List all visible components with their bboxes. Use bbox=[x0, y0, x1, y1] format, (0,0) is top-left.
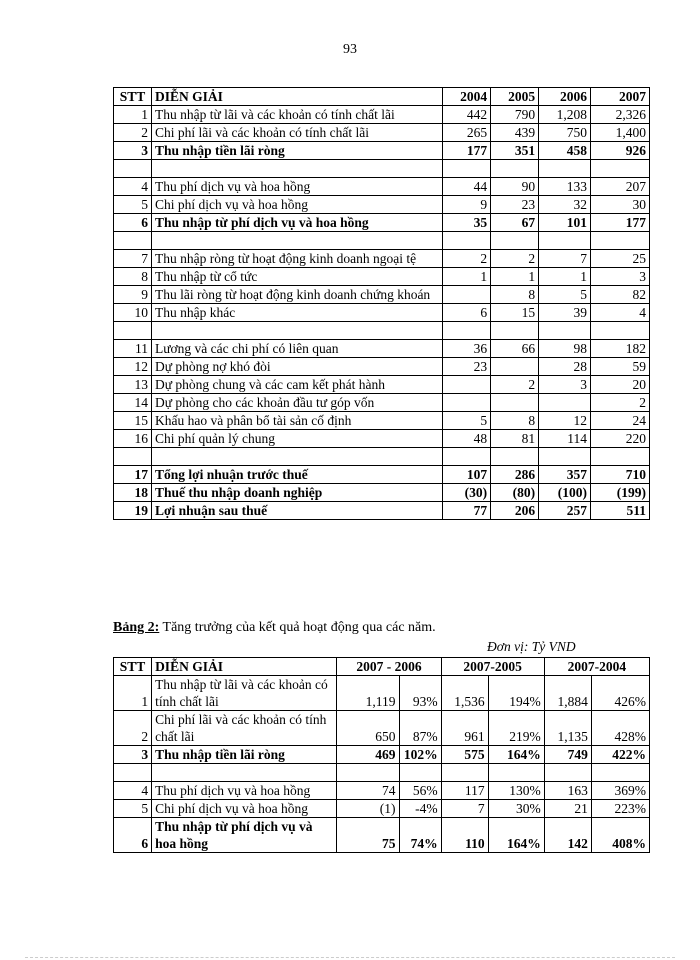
empty-cell bbox=[491, 232, 539, 250]
row-number: 9 bbox=[114, 286, 152, 304]
row-description: Chi phí dịch vụ và hoa hồng bbox=[152, 800, 337, 818]
value-cell: 422% bbox=[591, 746, 649, 764]
value-cell: 102% bbox=[399, 746, 441, 764]
empty-cell bbox=[544, 764, 591, 782]
row-description: Thu nhập khác bbox=[151, 304, 442, 322]
value-cell: 1,536 bbox=[441, 676, 488, 711]
row-description: Chi phí quản lý chung bbox=[151, 430, 442, 448]
value-cell: 28 bbox=[539, 358, 591, 376]
empty-cell bbox=[443, 448, 491, 466]
value-cell: 90 bbox=[491, 178, 539, 196]
empty-cell bbox=[443, 232, 491, 250]
row-description: Chi phí lãi và các khoản có tính chất lãi bbox=[151, 124, 442, 142]
row-description: Chi phí lãi và các khoản có tính chất lãi bbox=[152, 711, 337, 746]
table-row bbox=[114, 746, 650, 764]
value-cell: 35 bbox=[443, 214, 491, 232]
empty-cell bbox=[151, 160, 442, 178]
table-row bbox=[114, 466, 650, 484]
value-cell: (1) bbox=[337, 800, 399, 818]
row-description: Thu nhập ròng từ hoạt động kinh doanh ngoại tệ bbox=[151, 250, 442, 268]
empty-cell bbox=[591, 764, 649, 782]
value-cell: 257 bbox=[539, 502, 591, 520]
value-cell: 7 bbox=[441, 800, 488, 818]
value-cell: 5 bbox=[539, 286, 591, 304]
row-number: 1 bbox=[114, 106, 152, 124]
value-cell: 369% bbox=[591, 782, 649, 800]
table2-caption bbox=[113, 620, 436, 636]
value-cell: 87% bbox=[399, 711, 441, 746]
header-year: 2007 bbox=[591, 88, 650, 106]
value-cell: 130% bbox=[488, 782, 544, 800]
table-row bbox=[114, 142, 650, 160]
header-description: DIỄN GIẢI bbox=[151, 88, 442, 106]
blank-row bbox=[114, 764, 650, 782]
table-row bbox=[114, 304, 650, 322]
value-cell: 458 bbox=[539, 142, 591, 160]
value-cell: 926 bbox=[591, 142, 650, 160]
empty-cell bbox=[539, 232, 591, 250]
value-cell: 93% bbox=[399, 676, 441, 711]
unit-label: Đơn vị: Tỷ VND bbox=[487, 639, 576, 654]
value-cell: 164% bbox=[488, 746, 544, 764]
row-description: Thu nhập từ lãi và các khoản có tính chất lãi bbox=[151, 106, 442, 124]
row-number: 6 bbox=[114, 818, 152, 853]
table-row bbox=[114, 782, 650, 800]
value-cell: 6 bbox=[443, 304, 491, 322]
row-number: 5 bbox=[114, 196, 152, 214]
value-cell: 2 bbox=[491, 250, 539, 268]
row-description: Dự phòng cho các khoản đầu tư góp vốn bbox=[151, 394, 442, 412]
value-cell: 23 bbox=[491, 196, 539, 214]
value-cell: 20 bbox=[591, 376, 650, 394]
value-cell: 8 bbox=[491, 412, 539, 430]
empty-cell bbox=[114, 232, 152, 250]
value-cell: 265 bbox=[443, 124, 491, 142]
value-cell: 163 bbox=[544, 782, 591, 800]
value-cell: 2 bbox=[443, 250, 491, 268]
value-cell: 790 bbox=[491, 106, 539, 124]
header-year: 2004 bbox=[443, 88, 491, 106]
empty-cell bbox=[151, 322, 442, 340]
header-year: 2006 bbox=[539, 88, 591, 106]
empty-cell bbox=[114, 160, 152, 178]
value-cell: 8 bbox=[491, 286, 539, 304]
row-description: Thuế thu nhập doanh nghiệp bbox=[151, 484, 442, 502]
empty-cell bbox=[443, 160, 491, 178]
empty-cell bbox=[337, 764, 399, 782]
value-cell: 74 bbox=[337, 782, 399, 800]
value-cell: 30% bbox=[488, 800, 544, 818]
value-cell: 511 bbox=[591, 502, 650, 520]
value-cell bbox=[443, 376, 491, 394]
value-cell: (100) bbox=[539, 484, 591, 502]
value-cell: 1 bbox=[539, 268, 591, 286]
row-description: Thu phí dịch vụ và hoa hồng bbox=[152, 782, 337, 800]
row-number: 18 bbox=[114, 484, 152, 502]
row-number: 11 bbox=[114, 340, 152, 358]
value-cell: 426% bbox=[591, 676, 649, 711]
table-row bbox=[114, 800, 650, 818]
table-row bbox=[114, 286, 650, 304]
empty-cell bbox=[151, 232, 442, 250]
row-number: 3 bbox=[114, 142, 152, 160]
row-number: 3 bbox=[114, 746, 152, 764]
row-number: 12 bbox=[114, 358, 152, 376]
row-description: Chi phí dịch vụ và hoa hồng bbox=[151, 196, 442, 214]
blank-row bbox=[114, 448, 650, 466]
value-cell: 1 bbox=[491, 268, 539, 286]
row-number: 16 bbox=[114, 430, 152, 448]
value-cell: 749 bbox=[544, 746, 591, 764]
value-cell: 39 bbox=[539, 304, 591, 322]
value-cell: 206 bbox=[491, 502, 539, 520]
value-cell: 961 bbox=[441, 711, 488, 746]
value-cell: 32 bbox=[539, 196, 591, 214]
header-stt: STT bbox=[114, 658, 152, 676]
empty-cell bbox=[539, 448, 591, 466]
value-cell: 74% bbox=[399, 818, 441, 853]
value-cell bbox=[539, 394, 591, 412]
row-number: 8 bbox=[114, 268, 152, 286]
value-cell: 1 bbox=[443, 268, 491, 286]
table-row bbox=[114, 358, 650, 376]
empty-cell bbox=[114, 448, 152, 466]
value-cell: 469 bbox=[337, 746, 399, 764]
growth-table bbox=[113, 657, 650, 853]
value-cell: 81 bbox=[491, 430, 539, 448]
row-description: Thu nhập từ lãi và các khoản có tính chất lãi bbox=[152, 676, 337, 711]
caption-text: Tăng trưởng của kết quả hoạt động qua các năm. bbox=[159, 620, 436, 635]
table-row bbox=[114, 340, 650, 358]
value-cell: 442 bbox=[443, 106, 491, 124]
row-number: 13 bbox=[114, 376, 152, 394]
table-row bbox=[114, 196, 650, 214]
value-cell: 48 bbox=[443, 430, 491, 448]
header-period: 2007-2005 bbox=[441, 658, 544, 676]
value-cell bbox=[491, 358, 539, 376]
value-cell: 182 bbox=[591, 340, 650, 358]
empty-cell bbox=[591, 160, 650, 178]
table-header-row bbox=[114, 88, 650, 106]
row-description: Lương và các chi phí có liên quan bbox=[151, 340, 442, 358]
row-description: Thu nhập tiền lãi ròng bbox=[152, 746, 337, 764]
value-cell: 110 bbox=[441, 818, 488, 853]
empty-cell bbox=[491, 448, 539, 466]
value-cell: 7 bbox=[539, 250, 591, 268]
empty-cell bbox=[539, 322, 591, 340]
header-period: 2007 - 2006 bbox=[337, 658, 441, 676]
value-cell: 357 bbox=[539, 466, 591, 484]
row-number: 2 bbox=[114, 711, 152, 746]
value-cell: 194% bbox=[488, 676, 544, 711]
empty-cell bbox=[151, 448, 442, 466]
table-row bbox=[114, 376, 650, 394]
value-cell: 142 bbox=[544, 818, 591, 853]
empty-cell bbox=[152, 764, 337, 782]
row-number: 15 bbox=[114, 412, 152, 430]
value-cell: 36 bbox=[443, 340, 491, 358]
table-row bbox=[114, 268, 650, 286]
row-number: 4 bbox=[114, 178, 152, 196]
value-cell: 101 bbox=[539, 214, 591, 232]
value-cell: 3 bbox=[539, 376, 591, 394]
value-cell: 30 bbox=[591, 196, 650, 214]
table-row bbox=[114, 676, 650, 711]
value-cell: 21 bbox=[544, 800, 591, 818]
header-period: 2007-2004 bbox=[544, 658, 649, 676]
row-number: 7 bbox=[114, 250, 152, 268]
table-row bbox=[114, 818, 650, 853]
page-number: 93 bbox=[343, 42, 357, 57]
value-cell: 44 bbox=[443, 178, 491, 196]
table-row bbox=[114, 484, 650, 502]
value-cell: 351 bbox=[491, 142, 539, 160]
empty-cell bbox=[491, 322, 539, 340]
empty-cell bbox=[488, 764, 544, 782]
empty-cell bbox=[591, 448, 650, 466]
table-row bbox=[114, 394, 650, 412]
value-cell: 750 bbox=[539, 124, 591, 142]
header-year: 2005 bbox=[491, 88, 539, 106]
value-cell: 107 bbox=[443, 466, 491, 484]
value-cell bbox=[443, 394, 491, 412]
row-description: Khấu hao và phân bổ tài sản cố định bbox=[151, 412, 442, 430]
row-description: Dự phòng chung và các cam kết phát hành bbox=[151, 376, 442, 394]
value-cell: 2,326 bbox=[591, 106, 650, 124]
value-cell: 286 bbox=[491, 466, 539, 484]
value-cell: 75 bbox=[337, 818, 399, 853]
value-cell: 1,119 bbox=[337, 676, 399, 711]
value-cell: 9 bbox=[443, 196, 491, 214]
value-cell: 25 bbox=[591, 250, 650, 268]
row-description: Dự phòng nợ khó đòi bbox=[151, 358, 442, 376]
blank-row bbox=[114, 232, 650, 250]
value-cell: (30) bbox=[443, 484, 491, 502]
value-cell: 67 bbox=[491, 214, 539, 232]
table-row bbox=[114, 412, 650, 430]
value-cell: 219% bbox=[488, 711, 544, 746]
value-cell: (199) bbox=[591, 484, 650, 502]
row-number: 4 bbox=[114, 782, 152, 800]
value-cell: 428% bbox=[591, 711, 649, 746]
table-row bbox=[114, 502, 650, 520]
value-cell: 66 bbox=[491, 340, 539, 358]
empty-cell bbox=[441, 764, 488, 782]
value-cell: 114 bbox=[539, 430, 591, 448]
row-number: 17 bbox=[114, 466, 152, 484]
value-cell: 2 bbox=[491, 376, 539, 394]
value-cell: 223% bbox=[591, 800, 649, 818]
table-row bbox=[114, 711, 650, 746]
table-row bbox=[114, 250, 650, 268]
value-cell: 710 bbox=[591, 466, 650, 484]
caption-label: Bảng 2: bbox=[113, 620, 160, 635]
table-header-row bbox=[114, 658, 650, 676]
value-cell: 2 bbox=[591, 394, 650, 412]
value-cell: 177 bbox=[591, 214, 650, 232]
value-cell: 82 bbox=[591, 286, 650, 304]
value-cell: (80) bbox=[491, 484, 539, 502]
table-row bbox=[114, 178, 650, 196]
value-cell: 650 bbox=[337, 711, 399, 746]
empty-cell bbox=[114, 322, 152, 340]
row-description: Thu nhập từ phí dịch vụ và hoa hồng bbox=[151, 214, 442, 232]
value-cell: 117 bbox=[441, 782, 488, 800]
row-description: Thu nhập từ phí dịch vụ và hoa hồng bbox=[152, 818, 337, 853]
empty-cell bbox=[539, 160, 591, 178]
blank-row bbox=[114, 160, 650, 178]
row-description: Thu nhập từ cổ tức bbox=[151, 268, 442, 286]
value-cell: 575 bbox=[441, 746, 488, 764]
value-cell: 4 bbox=[591, 304, 650, 322]
row-number: 5 bbox=[114, 800, 152, 818]
table-row bbox=[114, 430, 650, 448]
value-cell: 164% bbox=[488, 818, 544, 853]
value-cell: 24 bbox=[591, 412, 650, 430]
value-cell: 56% bbox=[399, 782, 441, 800]
empty-cell bbox=[443, 322, 491, 340]
value-cell: 3 bbox=[591, 268, 650, 286]
row-number: 10 bbox=[114, 304, 152, 322]
row-number: 14 bbox=[114, 394, 152, 412]
value-cell: 220 bbox=[591, 430, 650, 448]
income-table bbox=[113, 87, 650, 520]
value-cell: 1,884 bbox=[544, 676, 591, 711]
page-footer-divider bbox=[25, 957, 675, 958]
value-cell: 177 bbox=[443, 142, 491, 160]
value-cell: 5 bbox=[443, 412, 491, 430]
table-row bbox=[114, 214, 650, 232]
value-cell: 439 bbox=[491, 124, 539, 142]
row-description: Thu nhập tiền lãi ròng bbox=[151, 142, 442, 160]
value-cell: 15 bbox=[491, 304, 539, 322]
row-number: 6 bbox=[114, 214, 152, 232]
value-cell: 1,400 bbox=[591, 124, 650, 142]
header-stt: STT bbox=[114, 88, 152, 106]
value-cell: 77 bbox=[443, 502, 491, 520]
empty-cell bbox=[591, 322, 650, 340]
row-number: 19 bbox=[114, 502, 152, 520]
empty-cell bbox=[591, 232, 650, 250]
table-row bbox=[114, 106, 650, 124]
value-cell: 207 bbox=[591, 178, 650, 196]
value-cell: 23 bbox=[443, 358, 491, 376]
value-cell: 408% bbox=[591, 818, 649, 853]
value-cell bbox=[443, 286, 491, 304]
row-description: Thu lãi ròng từ hoạt động kinh doanh chứng khoán bbox=[151, 286, 442, 304]
row-description: Tổng lợi nhuận trước thuế bbox=[151, 466, 442, 484]
value-cell: -4% bbox=[399, 800, 441, 818]
header-description: DIỄN GIẢI bbox=[152, 658, 337, 676]
table-row bbox=[114, 124, 650, 142]
row-description: Thu phí dịch vụ và hoa hồng bbox=[151, 178, 442, 196]
empty-cell bbox=[114, 764, 152, 782]
value-cell: 98 bbox=[539, 340, 591, 358]
empty-cell bbox=[491, 160, 539, 178]
value-cell: 59 bbox=[591, 358, 650, 376]
value-cell: 1,135 bbox=[544, 711, 591, 746]
value-cell: 133 bbox=[539, 178, 591, 196]
empty-cell bbox=[399, 764, 441, 782]
row-description: Lợi nhuận sau thuế bbox=[151, 502, 442, 520]
value-cell: 12 bbox=[539, 412, 591, 430]
row-number: 2 bbox=[114, 124, 152, 142]
blank-row bbox=[114, 322, 650, 340]
row-number: 1 bbox=[114, 676, 152, 711]
value-cell: 1,208 bbox=[539, 106, 591, 124]
value-cell bbox=[491, 394, 539, 412]
